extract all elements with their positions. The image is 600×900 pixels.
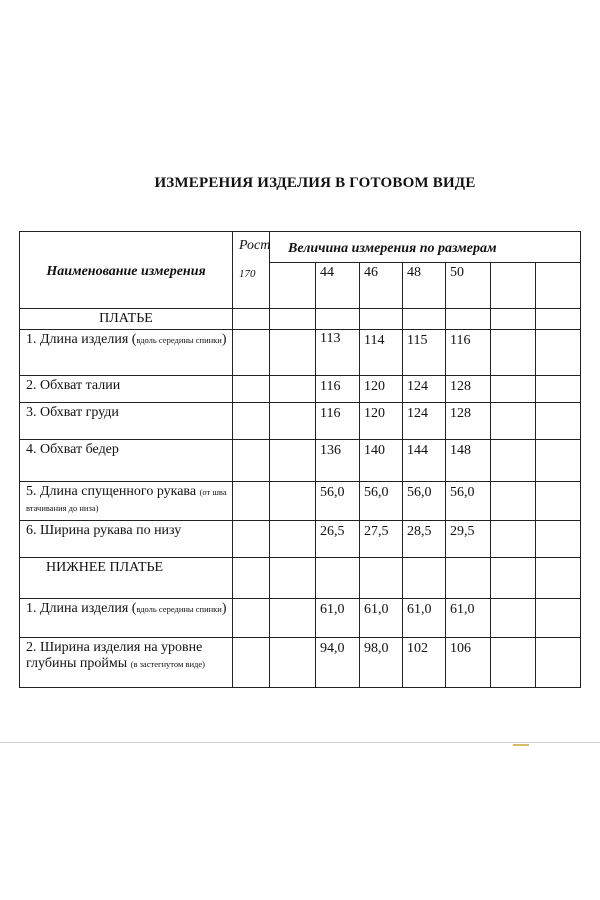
empty-cell [270, 376, 316, 403]
empty-cell [536, 521, 581, 558]
size-48: 48 [403, 263, 446, 309]
empty-cell [270, 482, 316, 521]
empty-cell [233, 376, 270, 403]
measurement-note: вдоль середины спинки [136, 604, 222, 614]
value-50: 29,5 [446, 521, 491, 558]
value-44: 26,5 [316, 521, 360, 558]
measurement-name-text: 5. Длина спущенного рукава [26, 484, 200, 499]
value-50: 106 [446, 638, 491, 688]
empty-cell [316, 558, 360, 599]
empty-cell [491, 599, 536, 638]
section-title-dress: ПЛАТЬЕ [20, 309, 233, 330]
empty-cell [536, 599, 581, 638]
empty-cell [536, 558, 581, 599]
measurement-name-text: 2. Ширина изделия на уровне глубины проймы [26, 640, 203, 671]
empty-cell [446, 309, 491, 330]
table-row [20, 376, 581, 403]
empty-cell [233, 482, 270, 521]
value-46: 120 [360, 376, 403, 403]
value-48: 61,0 [403, 599, 446, 638]
empty-cell [536, 638, 581, 688]
measurement-name [20, 330, 233, 376]
header-values-label: Величина измерения по размерам [270, 232, 581, 263]
value-48: 56,0 [403, 482, 446, 521]
size-46: 46 [360, 263, 403, 309]
value-50: 128 [446, 376, 491, 403]
header-name-column: Наименование измерения [20, 232, 233, 309]
value-44: 136 [316, 440, 360, 482]
empty-cell [491, 521, 536, 558]
measurement-note: вдоль середины спинки [136, 335, 222, 345]
size-blank [536, 263, 581, 309]
empty-cell [233, 440, 270, 482]
empty-cell [360, 309, 403, 330]
size-blank [491, 263, 536, 309]
value-44: 56,0 [316, 482, 360, 521]
empty-cell [233, 599, 270, 638]
value-50: 61,0 [446, 599, 491, 638]
size-44: 44 [316, 263, 360, 309]
value-46: 61,0 [360, 599, 403, 638]
size-blank [270, 263, 316, 309]
value-46: 56,0 [360, 482, 403, 521]
measurement-name [20, 599, 233, 638]
table-row [20, 440, 581, 482]
measurement-name [20, 482, 233, 521]
empty-cell [270, 330, 316, 376]
value-48: 115 [403, 330, 446, 376]
table-row [20, 482, 581, 521]
empty-cell [233, 558, 270, 599]
empty-cell [446, 558, 491, 599]
page-divider [0, 742, 600, 743]
empty-cell [536, 403, 581, 440]
empty-cell [491, 403, 536, 440]
empty-cell [491, 558, 536, 599]
measurement-name: 6. Ширина рукава по низу [20, 521, 233, 558]
measurement-note: (в застегнутом виде) [130, 659, 205, 669]
value-46: 27,5 [360, 521, 403, 558]
rost-label: Рост [239, 238, 271, 253]
value-44: 61,0 [316, 599, 360, 638]
table-row [20, 638, 581, 688]
value-44: 94,0 [316, 638, 360, 688]
empty-cell [270, 638, 316, 688]
value-44: 113 [316, 330, 360, 376]
value-48: 102 [403, 638, 446, 688]
measurement-name [20, 638, 233, 688]
empty-cell [403, 309, 446, 330]
empty-cell [536, 309, 581, 330]
value-46: 140 [360, 440, 403, 482]
section-title-underdress: НИЖНЕЕ ПЛАТЬЕ [20, 558, 233, 599]
value-50: 56,0 [446, 482, 491, 521]
table-row [20, 599, 581, 638]
measurement-name: 3. Обхват груди [20, 403, 233, 440]
value-44: 116 [316, 376, 360, 403]
empty-cell [491, 440, 536, 482]
measurement-note-close: ) [221, 332, 227, 347]
empty-cell [536, 330, 581, 376]
empty-cell [491, 638, 536, 688]
empty-cell [233, 638, 270, 688]
value-46: 98,0 [360, 638, 403, 688]
empty-cell [270, 309, 316, 330]
table-row [20, 403, 581, 440]
value-50: 128 [446, 403, 491, 440]
value-48: 28,5 [403, 521, 446, 558]
empty-cell [233, 330, 270, 376]
value-44: 116 [316, 403, 360, 440]
empty-cell [233, 403, 270, 440]
empty-cell [491, 376, 536, 403]
measurement-note: (от шва втачивания до низа) [26, 487, 227, 513]
rost-value: 170 [239, 268, 256, 280]
section-row-underdress [20, 558, 581, 599]
measurement-name-text: 1. Длина изделия ( [26, 601, 137, 616]
empty-cell [270, 558, 316, 599]
measurement-name-text: 1. Длина изделия ( [26, 332, 137, 347]
measurements-table [19, 231, 581, 688]
empty-cell [270, 403, 316, 440]
measurement-note-close: ) [221, 601, 227, 616]
table-row [20, 521, 581, 558]
empty-cell [536, 376, 581, 403]
empty-cell [536, 440, 581, 482]
document-title: ИЗМЕРЕНИЯ ИЗДЕЛИЯ В ГОТОВОМ ВИДЕ [154, 175, 476, 191]
value-46: 114 [360, 330, 403, 376]
empty-cell [403, 558, 446, 599]
value-50: 116 [446, 330, 491, 376]
page-marker [513, 744, 529, 746]
empty-cell [491, 482, 536, 521]
empty-cell [233, 521, 270, 558]
empty-cell [270, 521, 316, 558]
empty-cell [316, 309, 360, 330]
empty-cell [270, 599, 316, 638]
empty-cell [270, 440, 316, 482]
empty-cell [536, 482, 581, 521]
header-row-top [20, 232, 581, 263]
value-48: 144 [403, 440, 446, 482]
empty-cell [491, 309, 536, 330]
empty-cell [491, 330, 536, 376]
table-row [20, 330, 581, 376]
measurement-name: 4. Обхват бедер [20, 440, 233, 482]
value-48: 124 [403, 376, 446, 403]
empty-cell [233, 309, 270, 330]
section-row-dress [20, 309, 581, 330]
value-46: 120 [360, 403, 403, 440]
measurement-name: 2. Обхват талии [20, 376, 233, 403]
value-48: 124 [403, 403, 446, 440]
header-rost [233, 232, 270, 309]
value-50: 148 [446, 440, 491, 482]
size-50: 50 [446, 263, 491, 309]
empty-cell [360, 558, 403, 599]
